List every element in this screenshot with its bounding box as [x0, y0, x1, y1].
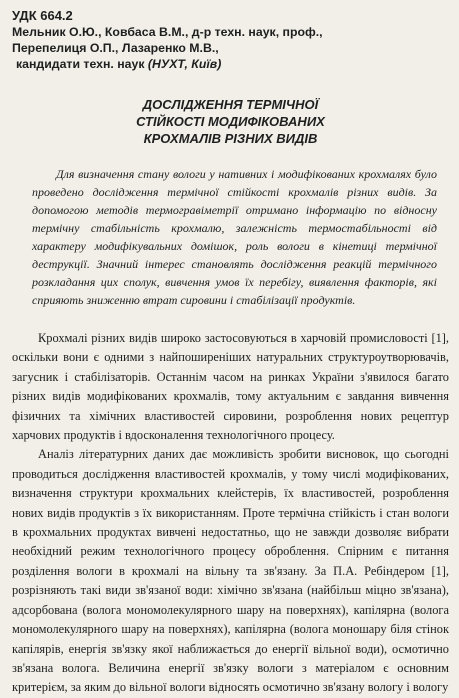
paragraph-1: Крохмалі різних видів широко застосовуються в харчовій промисловості [1], оскільки вони є одними з найпоширеніших натуральних структуроутворювачів, загусник і стабілізаторів. Останнім часом на ринках України з'явилося багато різних видів модифікованих крохмалів, тому актуальним є завдання вивчення фізичних та хімічних властивостей сировини, розроблення нових рецептур харчових продуктів і вдосконалення технологічного процесу.	[12, 331, 449, 443]
paragraph-2: Аналіз літературних даних дає можливість зробити висновок, що сьогодні проводиться дослідження властивостей крохмалів, у тому числі модифікованих, визначення структури крохмальних клейстерів, їх властивостей, розроблення нових видів продуктів з їх використанням. Проте термічна стійкість і стан вологи в крохмальних продуктах вивчені недостатньо, що не завжди дозволяє вибрати необхідний режим технологічного процесу оброблення. Спірним є питання розділення вологи в крохмалі на вільну та зв'язану. За П.А. Ребіндером [1], розрізняють такі види зв'язаної води: хімічно зв'язана (найбільш міцно зв'язана), адсорбована (волога мономолекулярного шару на поверхнях), капілярна (волога мономолекулярного шару на поверхнях), капілярна (волога моношару біля стінок капілярів, енергія зв'язку якої наближається до енергії вільної води), осмотично зв'язана волога. Величина енергії зв'язку вологи з матеріалом є основним критерієм, за яким до вільної вологи відносять осмотично зв'язану вологу і вологу	[12, 447, 449, 695]
udc-code: УДК 664.2	[12, 8, 73, 23]
title-line-2: СТІЙКОСТІ МОДИФІКОВАНИХ	[136, 114, 325, 129]
authors-line-3	[12, 56, 449, 72]
authors-line-2: Перепелиця О.П., Лазаренко М.В.,	[12, 41, 219, 55]
article-title	[12, 96, 449, 147]
title-line-3: КРОХМАЛІВ РІЗНИХ ВИДІВ	[143, 131, 318, 146]
authors-degree: кандидати техн. наук	[16, 57, 145, 71]
authors-block	[12, 24, 449, 72]
abstract: Для визначення стану вологи у нативних і модифікованих крохмалях було проведено дослідження термічної стійкості крохмалів різних видів. За допомогою методів термогравіметрії отримано інформацію по відносну термічну стабільність крохмалю, залежність термостабільності від характеру модифікувальних домішок, роль вологи в кінетиці термічної деструкції. Значний інтерес становлять дослідження реакцій термічного розкладання цих сполук, вивчення умов їх перебігу, виявлення факторів, які сприяють зниженню втрат сировини і стабілізації продуктів.	[32, 167, 437, 307]
body-text	[12, 329, 449, 698]
authors-affiliation: (НУХТ, Київ)	[147, 57, 222, 71]
authors-line-1: Мельник О.Ю., Ковбаса В.М., д-р техн. наук, проф.,	[12, 25, 323, 39]
title-line-1: ДОСЛІДЖЕННЯ ТЕРМІЧНОЇ	[142, 97, 319, 112]
